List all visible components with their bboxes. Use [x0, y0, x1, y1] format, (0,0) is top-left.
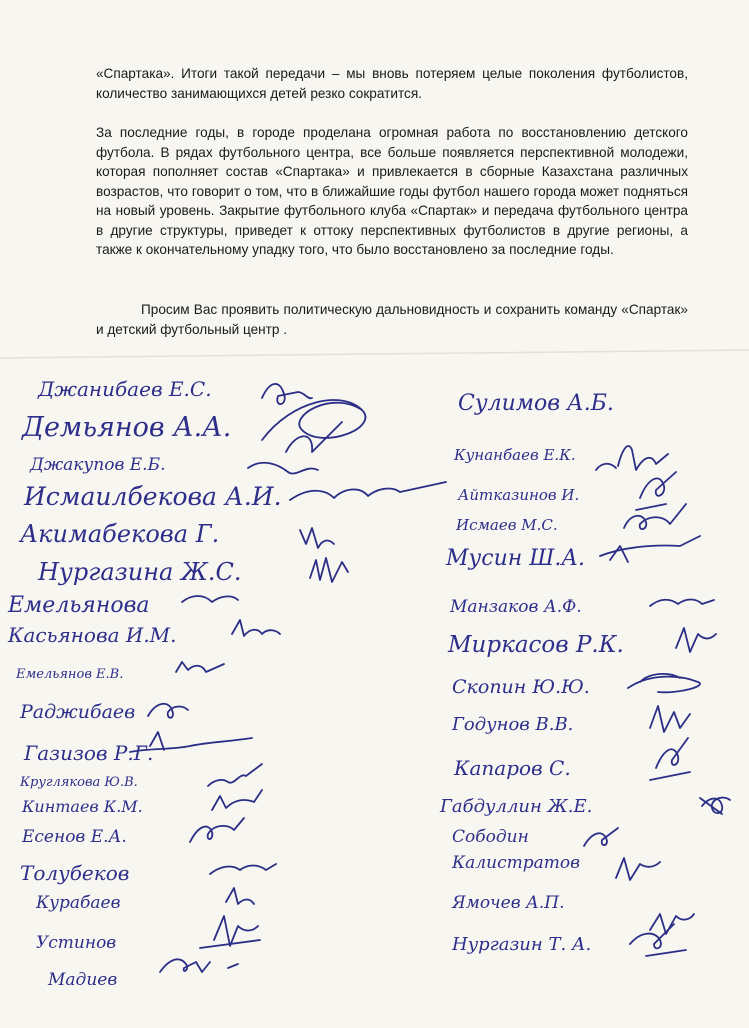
signature-name: Годунов В.В. [452, 714, 574, 735]
signature-name: Мадиев [48, 970, 118, 990]
signature-scribble [700, 798, 730, 814]
signature-name: Круглякова Ю.В. [20, 775, 138, 790]
signature-name: Кинтаев К.М. [22, 797, 143, 816]
signature-scribble [616, 858, 660, 880]
signature-name: Газизов Р.Г. [24, 741, 154, 765]
signature-name: Ямочев А.П. [452, 893, 565, 913]
signature-scribble [630, 924, 686, 956]
signature-name: Нургазин Т. А. [452, 934, 592, 955]
signature-scribble [676, 628, 716, 652]
paragraph-2: За последние годы, в городе проделана огромная работа по восстановлению детского футбола. В рядах футбольного центра, все больше появляется перспективной молодежи, которая пополняет состав «Спартака» и привлекается в сборные Казахстана различных возрастов, что говорит о том, что в ближайшие годы футбол нашего города может подняться на новый уровень. Закрытие футбольного клуба «Спартак» и передача футбольного центра в другие структуры, приведет к оттоку перспективных футболистов в другие регионы, а также к окончательному упадку того, что было восстановлено за последние годы. [96, 125, 688, 257]
signature-scribble [226, 888, 254, 904]
signature-scribble [300, 528, 334, 548]
signature-scribble [212, 790, 262, 810]
signature-name: Капаров С. [454, 756, 571, 780]
signature-scribble [636, 472, 676, 510]
signature-scribble [210, 864, 276, 874]
signature-scribble [148, 704, 188, 718]
signature-scribble [190, 818, 244, 842]
signature-name: Касьянова И.М. [8, 623, 177, 647]
signature-scribble [650, 914, 694, 934]
signature-name: Скопин Ю.Ю. [452, 676, 590, 698]
signature-name: Акимабекова Г. [20, 520, 220, 548]
signature-name: Демьянов А.А. [22, 412, 232, 443]
signature-name: Толубеков [20, 861, 130, 885]
signature-name: Исмаев М.С. [456, 516, 558, 534]
signature-scribble [628, 674, 700, 692]
signature-scribble [262, 384, 312, 404]
signature-name: Емельянова [8, 593, 150, 618]
signature-name: Емельянов Е.В. [16, 667, 124, 682]
signature-name: Сободин [452, 827, 529, 847]
signature-name: Мусин Ш.А. [446, 546, 586, 571]
signature-name: Кунанбаев Е.К. [454, 446, 576, 464]
signature-scribble [290, 482, 446, 500]
signature-name: Габдуллин Ж.Е. [440, 796, 593, 817]
signature-name: Манзаков А.Ф. [450, 597, 582, 617]
signature-name: Раджибаев [20, 701, 136, 723]
signature-scribble [262, 400, 365, 452]
signature-scribble [208, 764, 262, 786]
signature-scribble [232, 620, 280, 636]
signature-scribble [310, 558, 348, 582]
signature-name: Курабаев [36, 893, 121, 913]
signature-name: Айтказинов И. [458, 486, 580, 504]
paragraph-1: «Спартака». Итоги такой передачи – мы вновь потеряем целые поколения футболистов, количество занимающихся детей резко сократится. [96, 66, 688, 101]
signature-name: Сулимов А.Б. [458, 391, 614, 416]
signature-scribble [596, 446, 668, 470]
signature-name: Миркасов Р.К. [448, 632, 624, 658]
signature-name: Джанибаев Е.С. [38, 377, 212, 401]
signature-scribble [624, 504, 686, 529]
signature-scribble [650, 738, 690, 780]
signature-scribble [584, 828, 618, 846]
signature-scribble [650, 706, 690, 732]
signature-scribble [176, 662, 224, 672]
signature-scribble [248, 463, 318, 474]
signature-scribble [200, 916, 260, 948]
signature-scribble [650, 600, 714, 607]
paragraph-3: Просим Вас проявить политическую дальновидность и сохранить команду «Спартак» и детский футбольный центр . [96, 302, 688, 337]
signature-name: Нургазина Ж.С. [38, 558, 242, 586]
signature-name: Устинов [36, 933, 117, 953]
signature-name: Джакупов Е.Б. [30, 455, 166, 475]
signature-scribble [600, 536, 700, 562]
signature-scribble [182, 596, 238, 602]
signature-name: Исмаилбекова А.И. [24, 482, 282, 511]
signature-name: Калистратов [452, 853, 580, 873]
signature-scribble [160, 959, 238, 972]
signature-name: Есенов Е.А. [22, 827, 127, 847]
